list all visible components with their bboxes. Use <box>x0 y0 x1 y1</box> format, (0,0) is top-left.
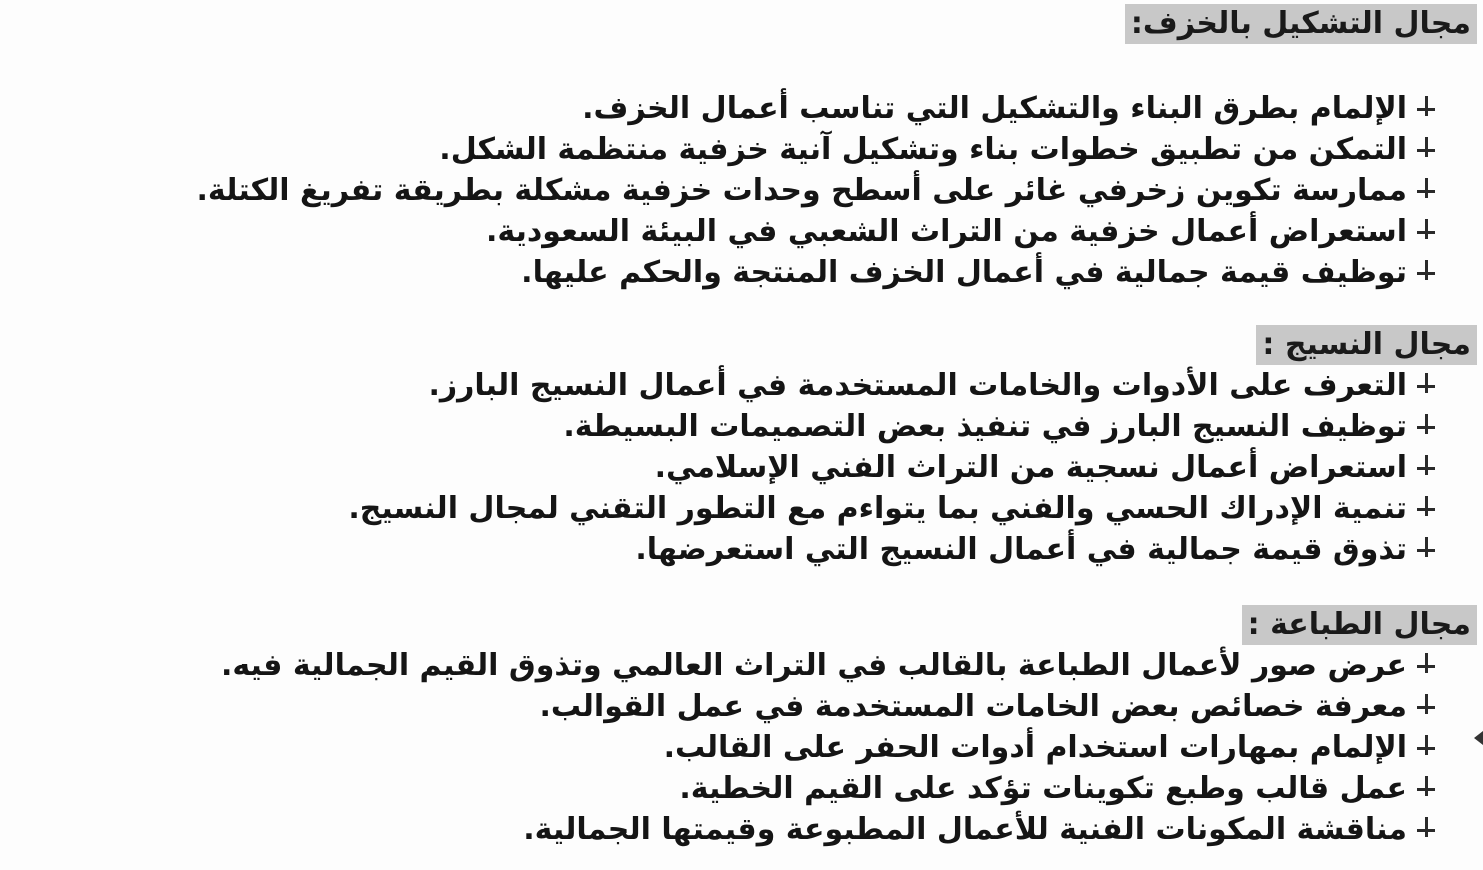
list-item <box>0 488 1483 529</box>
list-item <box>0 447 1483 488</box>
weaving-list <box>0 365 1483 570</box>
list-item-text: مناقشة المكونات الفنية للأعمال المطبوعة وقيمتها الجمالية. <box>523 811 1407 847</box>
list-item <box>0 170 1483 211</box>
list-item <box>0 211 1483 252</box>
section-heading-ceramics: مجال التشكيل بالخزف: <box>1125 4 1477 44</box>
list-item-text: استعراض أعمال نسجية من التراث الفني الإسلامي. <box>654 449 1407 485</box>
plus-bullet-icon <box>1411 692 1441 722</box>
list-item-text: عمل قالب وطبع تكوينات تؤكد على القيم الخطية. <box>679 770 1407 806</box>
plus-bullet-icon <box>1411 494 1441 524</box>
list-item <box>0 809 1483 850</box>
plus-bullet-icon <box>1411 94 1441 124</box>
printing-list <box>0 645 1483 850</box>
plus-bullet-icon <box>1411 371 1441 401</box>
list-item-text: عرض صور لأعمال الطباعة بالقالب في التراث العالمي وتذوق القيم الجمالية فيه. <box>220 647 1407 683</box>
list-item <box>0 88 1483 129</box>
plus-bullet-icon <box>1411 258 1441 288</box>
list-item-text: معرفة خصائص بعض الخامات المستخدمة في عمل القوالب. <box>539 688 1407 724</box>
plus-bullet-icon <box>1411 412 1441 442</box>
plus-bullet-icon <box>1411 733 1441 763</box>
plus-bullet-icon <box>1411 651 1441 681</box>
plus-bullet-icon <box>1411 535 1441 565</box>
section-heading-printing: مجال الطباعة : <box>1242 605 1477 645</box>
list-item <box>0 252 1483 293</box>
section-printing <box>0 605 1483 850</box>
list-item-text: تنمية الإدراك الحسي والفني بما يتواءم مع التطور التقني لمجال النسيج. <box>348 490 1407 526</box>
list-item-text: استعراض أعمال خزفية من التراث الشعبي في البيئة السعودية. <box>486 213 1407 249</box>
list-item-text: توظيف النسيج البارز في تنفيذ بعض التصميمات البسيطة. <box>563 408 1407 444</box>
ceramics-list <box>0 88 1483 293</box>
plus-bullet-icon <box>1411 453 1441 483</box>
list-item-text: التعرف على الأدوات والخامات المستخدمة في أعمال النسيج البارز. <box>428 367 1407 403</box>
list-item-text: ممارسة تكوين زخرفي غائر على أسطح وحدات خزفية مشكلة بطريقة تفريغ الكتلة. <box>196 172 1407 208</box>
list-item <box>0 529 1483 570</box>
section-heading-weaving: مجال النسيج : <box>1256 325 1477 365</box>
margin-arrow-icon <box>1474 731 1483 745</box>
section-weaving <box>0 325 1483 570</box>
list-item <box>0 645 1483 686</box>
plus-bullet-icon <box>1411 135 1441 165</box>
list-item <box>0 406 1483 447</box>
plus-bullet-icon <box>1411 217 1441 247</box>
list-item <box>0 365 1483 406</box>
plus-bullet-icon <box>1411 176 1441 206</box>
plus-bullet-icon <box>1411 815 1441 845</box>
plus-bullet-icon <box>1411 774 1441 804</box>
list-item-text: تذوق قيمة جمالية في أعمال النسيج التي استعرضها. <box>635 531 1407 567</box>
section-ceramics <box>0 4 1483 293</box>
list-item-text: الإلمام بمهارات استخدام أدوات الحفر على القالب. <box>663 729 1407 765</box>
list-item <box>0 727 1483 768</box>
list-item <box>0 768 1483 809</box>
list-item-text: التمكن من تطبيق خطوات بناء وتشكيل آنية خزفية منتظمة الشكل. <box>439 131 1407 167</box>
list-item <box>0 129 1483 170</box>
list-item-text: الإلمام بطرق البناء والتشكيل التي تناسب أعمال الخزف. <box>582 90 1407 126</box>
list-item-text: توظيف قيمة جمالية في أعمال الخزف المنتجة والحكم عليها. <box>521 254 1407 290</box>
list-item <box>0 686 1483 727</box>
